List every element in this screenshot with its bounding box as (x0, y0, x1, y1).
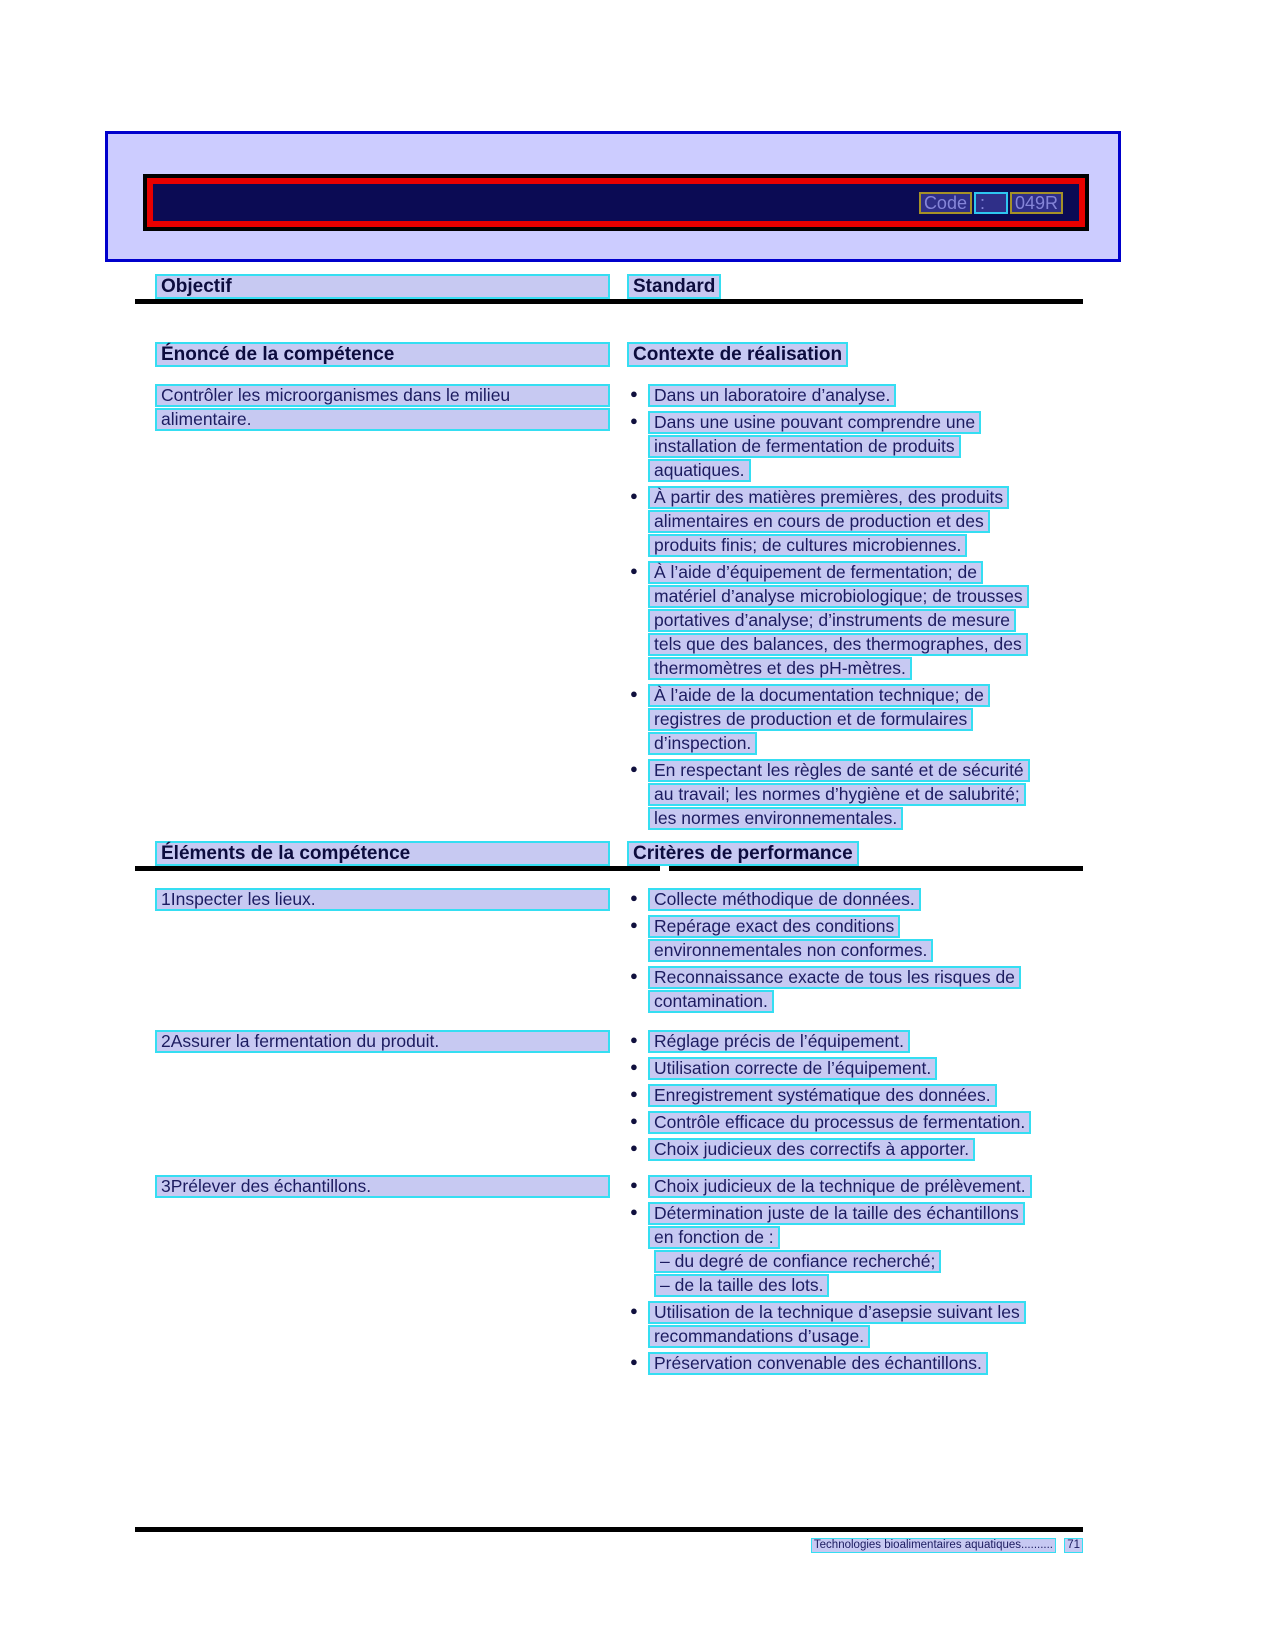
footer-title-text: Technologies bioalimentaires aquatiques (813, 1539, 1022, 1551)
bullet-icon: ● (630, 563, 638, 578)
bullet-icon: ● (630, 1204, 638, 1219)
footer-dot-leader: .......... (1021, 1539, 1053, 1551)
text-line: Choix judicieux de la technique de prélèvement. (648, 1175, 1032, 1198)
footer-title (811, 1538, 1056, 1553)
element-number: 2 (161, 1031, 171, 1051)
element-row-3 (155, 1175, 1077, 1379)
title-box (147, 178, 1085, 227)
bullet-icon: ● (630, 1059, 638, 1074)
element-label-text: Assurer la fermentation du produit. (170, 1031, 440, 1051)
bullet-item (627, 411, 1077, 482)
bullet-item (627, 888, 1077, 911)
standard-header-cell (627, 274, 1077, 300)
page-footer (135, 1538, 1083, 1553)
enonce-header-cell (155, 342, 610, 368)
elements-header-cell (155, 841, 610, 867)
bullet-icon: ● (630, 1032, 638, 1047)
element-label-cell (155, 1175, 610, 1379)
bullet-item (627, 759, 1077, 830)
subheader-row (155, 342, 1077, 368)
text-line: recommandations d’usage. (648, 1325, 870, 1348)
text-line: produits finis; de cultures microbiennes. (648, 534, 967, 557)
bullet-item (627, 1030, 1077, 1053)
text-line: Reconnaissance exacte de tous les risques de (648, 966, 1021, 989)
element-row-1 (155, 888, 1077, 1017)
bullet-icon: ● (630, 917, 638, 932)
element-label-text: Inspecter les lieux. (170, 889, 316, 909)
text-line: À partir des matières premières, des produits (648, 486, 1009, 509)
bullet-item (627, 1301, 1077, 1348)
text-line: en fonction de : (648, 1226, 780, 1249)
text-line: alimentaires en cours de production et des (648, 510, 990, 533)
bullet-icon: ● (630, 686, 638, 701)
sub-item-line: – du degré de confiance recherché; (654, 1250, 941, 1273)
divider-rule-left (135, 866, 660, 871)
element-row-2 (155, 1030, 1077, 1165)
bullet-item (627, 1057, 1077, 1080)
text-line: À l’aide de la documentation technique; de (648, 684, 990, 707)
text-line: au travail; les normes d’hygiène et de salubrité; (648, 783, 1026, 806)
text-line: aquatiques. (648, 459, 751, 482)
text-line: Contrôle efficace du processus de fermentation. (648, 1111, 1031, 1134)
elements-criteres-header-row (155, 841, 1077, 867)
bullet-icon: ● (630, 968, 638, 983)
divider-rule-right (669, 866, 1083, 871)
objectif-header-cell (155, 274, 610, 300)
text-line: les normes environnementales. (648, 807, 903, 830)
contexte-realisation-header: Contexte de réalisation (627, 342, 848, 367)
text-line: Réglage précis de l’équipement. (648, 1030, 910, 1053)
contexte-header-cell (627, 342, 1077, 368)
bullet-icon: ● (630, 488, 638, 503)
bullet-icon: ● (630, 761, 638, 776)
criteres-bullet-list (627, 1030, 1077, 1165)
bullet-item (627, 684, 1077, 755)
bullet-icon: ● (630, 1177, 638, 1192)
standard-header: Standard (627, 274, 721, 299)
bullet-item (627, 1084, 1077, 1107)
text-line: À l’aide d’équipement de fermentation; de (648, 561, 983, 584)
text-line: contamination. (648, 990, 774, 1013)
criteres-bullet-list (627, 888, 1077, 1017)
element-label-cell (155, 888, 610, 1017)
bullet-item (627, 1138, 1077, 1161)
criteres-performance-header: Critères de performance (627, 841, 859, 866)
bullet-item (627, 384, 1077, 407)
title-box-outline (143, 174, 1089, 231)
bullet-icon: ● (630, 1354, 638, 1369)
element-label-cell (155, 1030, 610, 1165)
text-line: Utilisation de la technique d’asepsie suivant les (648, 1301, 1026, 1324)
bullet-item (627, 1111, 1077, 1134)
bullet-item (627, 915, 1077, 962)
code-separator: : (974, 192, 1008, 214)
bullet-item (627, 966, 1077, 1013)
text-line: Dans un laboratoire d’analyse. (648, 384, 896, 407)
text-line: En respectant les règles de santé et de sécurité (648, 759, 1030, 782)
objectif-header: Objectif (155, 274, 610, 299)
text-line: d’inspection. (648, 732, 757, 755)
objectif-standard-header-row (155, 274, 1077, 300)
sub-item-line: – de la taille des lots. (654, 1274, 829, 1297)
competence-row (155, 384, 1077, 834)
text-line: Repérage exact des conditions (648, 915, 900, 938)
header-banner (105, 131, 1121, 262)
element-number: 1 (161, 889, 171, 909)
element-label (155, 1175, 610, 1198)
text-line: installation de fermentation de produits (648, 435, 961, 458)
text-line: thermomètres et des pH-mètres. (648, 657, 912, 680)
text-line: Préservation convenable des échantillons. (648, 1352, 988, 1375)
bullet-icon: ● (630, 1140, 638, 1155)
text-line: Détermination juste de la taille des échantillons (648, 1202, 1025, 1225)
text-line: portatives d’analyse; d’instruments de mesure (648, 609, 1016, 632)
text-line: Choix judicieux des correctifs à apporter. (648, 1138, 975, 1161)
bullet-item (627, 1175, 1077, 1198)
criteres-bullet-list (627, 1175, 1077, 1379)
footer-rule (135, 1527, 1083, 1532)
bullet-icon: ● (630, 386, 638, 401)
enonce-competence-header: Énoncé de la compétence (155, 342, 610, 367)
competence-statement (155, 384, 610, 834)
text-line: registres de production et de formulaires (648, 708, 973, 731)
bullet-icon: ● (630, 1113, 638, 1128)
element-label-text: Prélever des échantillons. (170, 1176, 372, 1196)
code-label: Code (919, 192, 972, 214)
text-line: environnementales non conformes. (648, 939, 933, 962)
criteres-header-cell (627, 841, 1077, 867)
divider-rule (135, 299, 1083, 304)
text-line: Collecte méthodique de données. (648, 888, 921, 911)
element-number: 3 (161, 1176, 171, 1196)
bullet-item (627, 486, 1077, 557)
bullet-icon: ● (630, 1303, 638, 1318)
bullet-icon: ● (630, 890, 638, 905)
bullet-item (627, 561, 1077, 680)
elements-competence-header: Éléments de la compétence (155, 841, 610, 866)
text-line: Dans une usine pouvant comprendre une (648, 411, 981, 434)
text-line: Enregistrement systématique des données. (648, 1084, 997, 1107)
bullet-icon: ● (630, 413, 638, 428)
element-label (155, 1030, 610, 1053)
text-line: Contrôler les microorganismes dans le milieu (155, 384, 610, 407)
contexte-bullet-list (627, 384, 1077, 834)
text-line: tels que des balances, des thermographes, des (648, 633, 1028, 656)
text-line: alimentaire. (155, 408, 610, 431)
bullet-item (627, 1202, 1077, 1297)
code-value: 049R (1010, 192, 1063, 214)
bullet-icon: ● (630, 1086, 638, 1101)
text-line: Utilisation correcte de l’équipement. (648, 1057, 937, 1080)
footer-page-number: 71 (1064, 1538, 1083, 1553)
bullet-item (627, 1352, 1077, 1375)
element-label (155, 888, 610, 911)
text-line: matériel d’analyse microbiologique; de trousses (648, 585, 1029, 608)
